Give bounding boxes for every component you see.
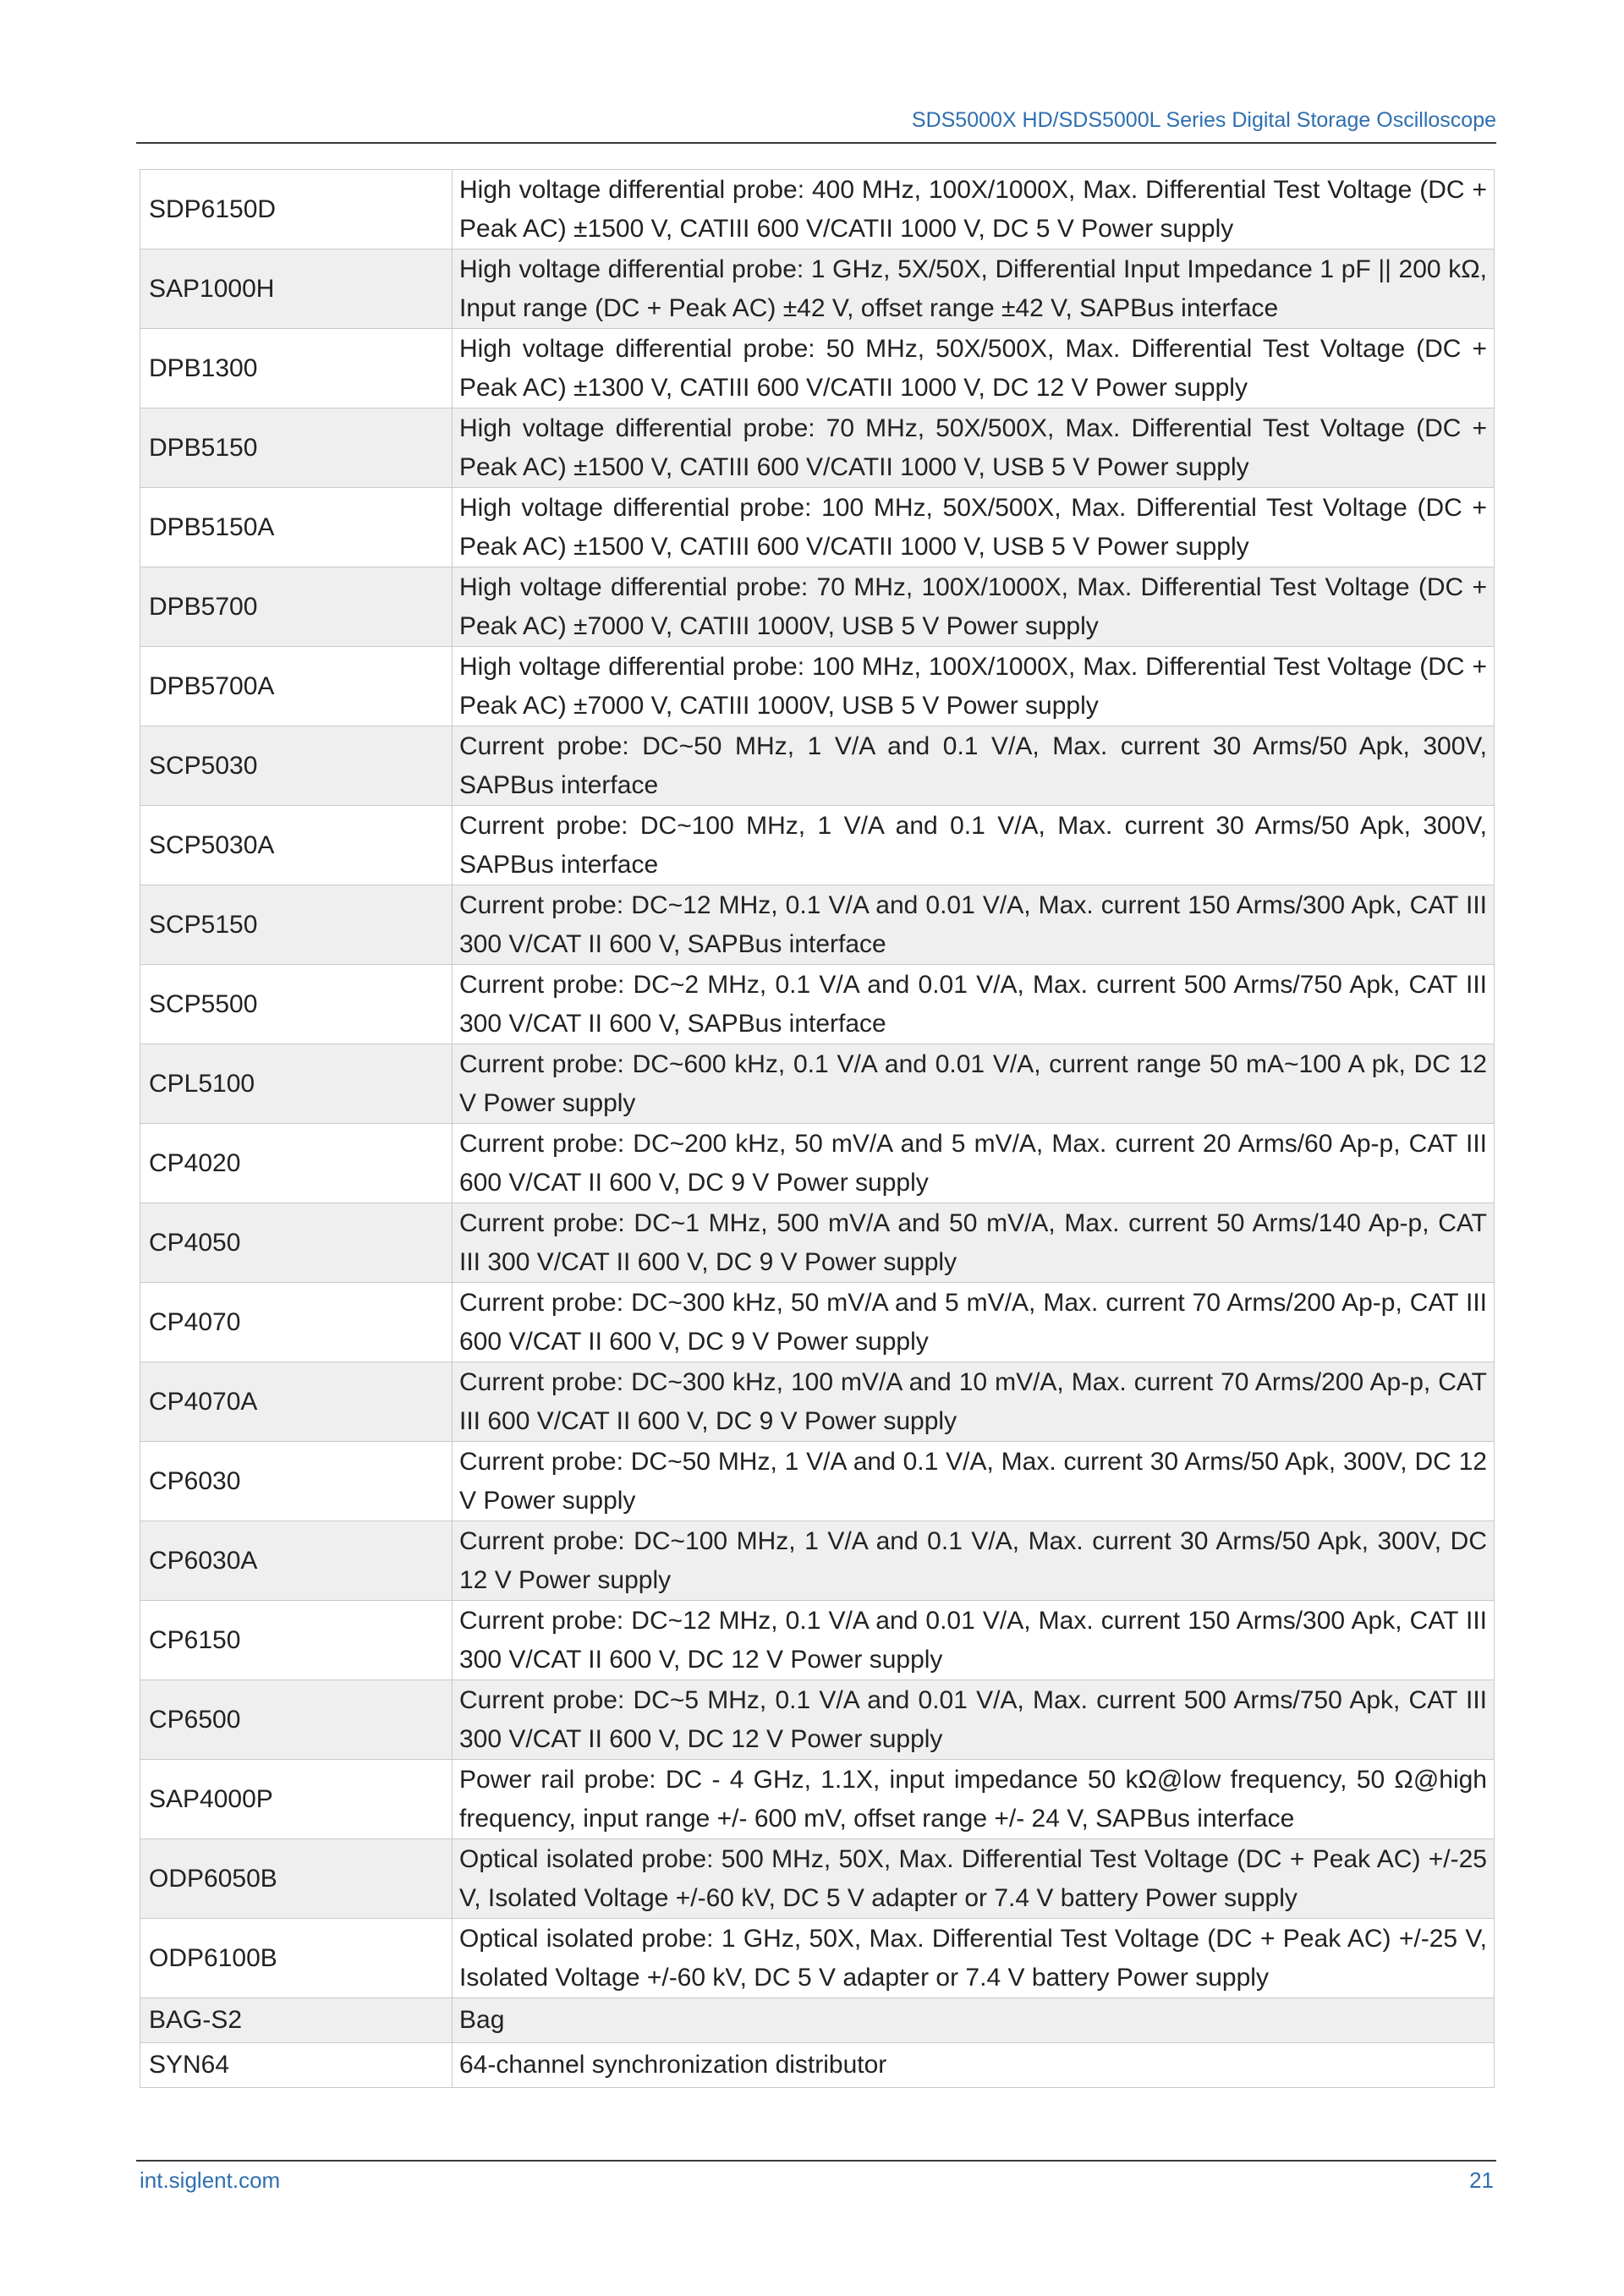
document-header-title: SDS5000X HD/SDS5000L Series Digital Storage Oscilloscope [911,108,1496,132]
description-cell: Current probe: DC~600 kHz, 0.1 V/A and 0.01 V/A, current range 50 mA~100 A pk, DC 12 V Power supply [453,1044,1495,1124]
description-cell: Current probe: DC~5 MHz, 0.1 V/A and 0.01 V/A, Max. current 500 Arms/750 Apk, CAT III 300 V/CAT II 600 V, DC 12 V Power supply [453,1680,1495,1760]
table-row [140,1203,1495,1283]
description-cell: High voltage differential probe: 50 MHz, 50X/500X, Max. Differential Test Voltage (DC + Peak AC) ±1300 V, CATIII 600 V/CATII 1000 V, DC 12 V Power supply [453,329,1495,408]
table-row [140,726,1495,806]
description-cell: Current probe: DC~100 MHz, 1 V/A and 0.1 V/A, Max. current 30 Arms/50 Apk, 300V, DC 12 V Power supply [453,1521,1495,1601]
description-cell: Current probe: DC~300 kHz, 100 mV/A and 10 mV/A, Max. current 70 Arms/200 Ap-p, CAT III 600 V/CAT II 600 V, DC 9 V Power supply [453,1362,1495,1442]
footer-divider [136,2160,1496,2162]
model-cell: SCP5030A [140,806,453,885]
table-row [140,1442,1495,1521]
table-row [140,1680,1495,1760]
description-cell: Current probe: DC~50 MHz, 1 V/A and 0.1 V/A, Max. current 30 Arms/50 Apk, 300V, SAPBus interface [453,726,1495,806]
table-row [140,1521,1495,1601]
model-cell: DPB1300 [140,329,453,408]
description-cell: Current probe: DC~12 MHz, 0.1 V/A and 0.01 V/A, Max. current 150 Arms/300 Apk, CAT III 300 V/CAT II 600 V, DC 12 V Power supply [453,1601,1495,1680]
description-cell: High voltage differential probe: 100 MHz, 50X/500X, Max. Differential Test Voltage (DC + Peak AC) ±1500 V, CATIII 600 V/CATII 1000 V, USB 5 V Power supply [453,488,1495,567]
description-cell: Current probe: DC~2 MHz, 0.1 V/A and 0.01 V/A, Max. current 500 Arms/750 Apk, CAT III 300 V/CAT II 600 V, SAPBus interface [453,965,1495,1044]
table-row [140,885,1495,965]
table-row [140,408,1495,488]
model-cell: DPB5150A [140,488,453,567]
header-divider [136,142,1496,144]
table-row [140,1601,1495,1680]
description-cell: Optical isolated probe: 1 GHz, 50X, Max. Differential Test Voltage (DC + Peak AC) +/-25 V, Isolated Voltage +/-60 kV, DC 5 V adapter or 7.4 V battery Power supply [453,1919,1495,1998]
model-cell: CP6030 [140,1442,453,1521]
table-row [140,647,1495,726]
model-cell: CP6500 [140,1680,453,1760]
model-cell: SYN64 [140,2043,453,2088]
model-cell: CP4070A [140,1362,453,1442]
model-cell: DPB5150 [140,408,453,488]
model-cell: SAP4000P [140,1760,453,1839]
model-cell: BAG-S2 [140,1998,453,2043]
model-cell: DPB5700A [140,647,453,726]
model-cell: SCP5150 [140,885,453,965]
model-cell: SDP6150D [140,170,453,249]
description-cell: Current probe: DC~1 MHz, 500 mV/A and 50 mV/A, Max. current 50 Arms/140 Ap-p, CAT III 300 V/CAT II 600 V, DC 9 V Power supply [453,1203,1495,1283]
description-cell: Power rail probe: DC - 4 GHz, 1.1X, input impedance 50 kΩ@low frequency, 50 Ω@high frequency, input range +/- 600 mV, offset range +/- 24 V, SAPBus interface [453,1760,1495,1839]
model-cell: CP4020 [140,1124,453,1203]
table-row [140,2043,1495,2088]
model-cell: ODP6050B [140,1839,453,1919]
description-cell: High voltage differential probe: 400 MHz, 100X/1000X, Max. Differential Test Voltage (DC + Peak AC) ±1500 V, CATIII 600 V/CATII 1000 V, DC 5 V Power supply [453,170,1495,249]
model-cell: SAP1000H [140,249,453,329]
model-cell: CP4050 [140,1203,453,1283]
model-cell: DPB5700 [140,567,453,647]
description-cell: Bag [453,1998,1495,2043]
table-row [140,1998,1495,2043]
table-row [140,1124,1495,1203]
accessories-table [140,169,1495,2088]
table-row [140,249,1495,329]
description-cell: Current probe: DC~12 MHz, 0.1 V/A and 0.01 V/A, Max. current 150 Arms/300 Apk, CAT III 300 V/CAT II 600 V, SAPBus interface [453,885,1495,965]
table-row [140,806,1495,885]
table-row [140,567,1495,647]
description-cell: Current probe: DC~100 MHz, 1 V/A and 0.1 V/A, Max. current 30 Arms/50 Apk, 300V, SAPBus interface [453,806,1495,885]
page-number: 21 [1469,2167,1494,2193]
description-cell: Current probe: DC~50 MHz, 1 V/A and 0.1 V/A, Max. current 30 Arms/50 Apk, 300V, DC 12 V Power supply [453,1442,1495,1521]
table-row [140,1044,1495,1124]
description-cell: High voltage differential probe: 100 MHz, 100X/1000X, Max. Differential Test Voltage (DC + Peak AC) ±7000 V, CATIII 1000V, USB 5 V Power supply [453,647,1495,726]
model-cell: CP6150 [140,1601,453,1680]
table-row [140,1839,1495,1919]
description-cell: High voltage differential probe: 1 GHz, 5X/50X, Differential Input Impedance 1 pF || 200 kΩ, Input range (DC + Peak AC) ±42 V, offset range ±42 V, SAPBus interface [453,249,1495,329]
footer-url: int.siglent.com [140,2167,281,2193]
model-cell: CPL5100 [140,1044,453,1124]
table-row [140,1362,1495,1442]
description-cell: Optical isolated probe: 500 MHz, 50X, Max. Differential Test Voltage (DC + Peak AC) +/-25 V, Isolated Voltage +/-60 kV, DC 5 V adapter or 7.4 V battery Power supply [453,1839,1495,1919]
table-row [140,1760,1495,1839]
table-row [140,1283,1495,1362]
description-cell: Current probe: DC~200 kHz, 50 mV/A and 5 mV/A, Max. current 20 Arms/60 Ap-p, CAT III 600 V/CAT II 600 V, DC 9 V Power supply [453,1124,1495,1203]
description-cell: High voltage differential probe: 70 MHz, 50X/500X, Max. Differential Test Voltage (DC + Peak AC) ±1500 V, CATIII 600 V/CATII 1000 V, USB 5 V Power supply [453,408,1495,488]
model-cell: CP6030A [140,1521,453,1601]
model-cell: SCP5500 [140,965,453,1044]
table-row [140,488,1495,567]
table-row [140,329,1495,408]
description-cell: High voltage differential probe: 70 MHz, 100X/1000X, Max. Differential Test Voltage (DC + Peak AC) ±7000 V, CATIII 1000V, USB 5 V Power supply [453,567,1495,647]
model-cell: CP4070 [140,1283,453,1362]
model-cell: ODP6100B [140,1919,453,1998]
table-row [140,170,1495,249]
description-cell: Current probe: DC~300 kHz, 50 mV/A and 5 mV/A, Max. current 70 Arms/200 Ap-p, CAT III 600 V/CAT II 600 V, DC 9 V Power supply [453,1283,1495,1362]
description-cell: 64-channel synchronization distributor [453,2043,1495,2088]
table-row [140,965,1495,1044]
table-row [140,1919,1495,1998]
model-cell: SCP5030 [140,726,453,806]
